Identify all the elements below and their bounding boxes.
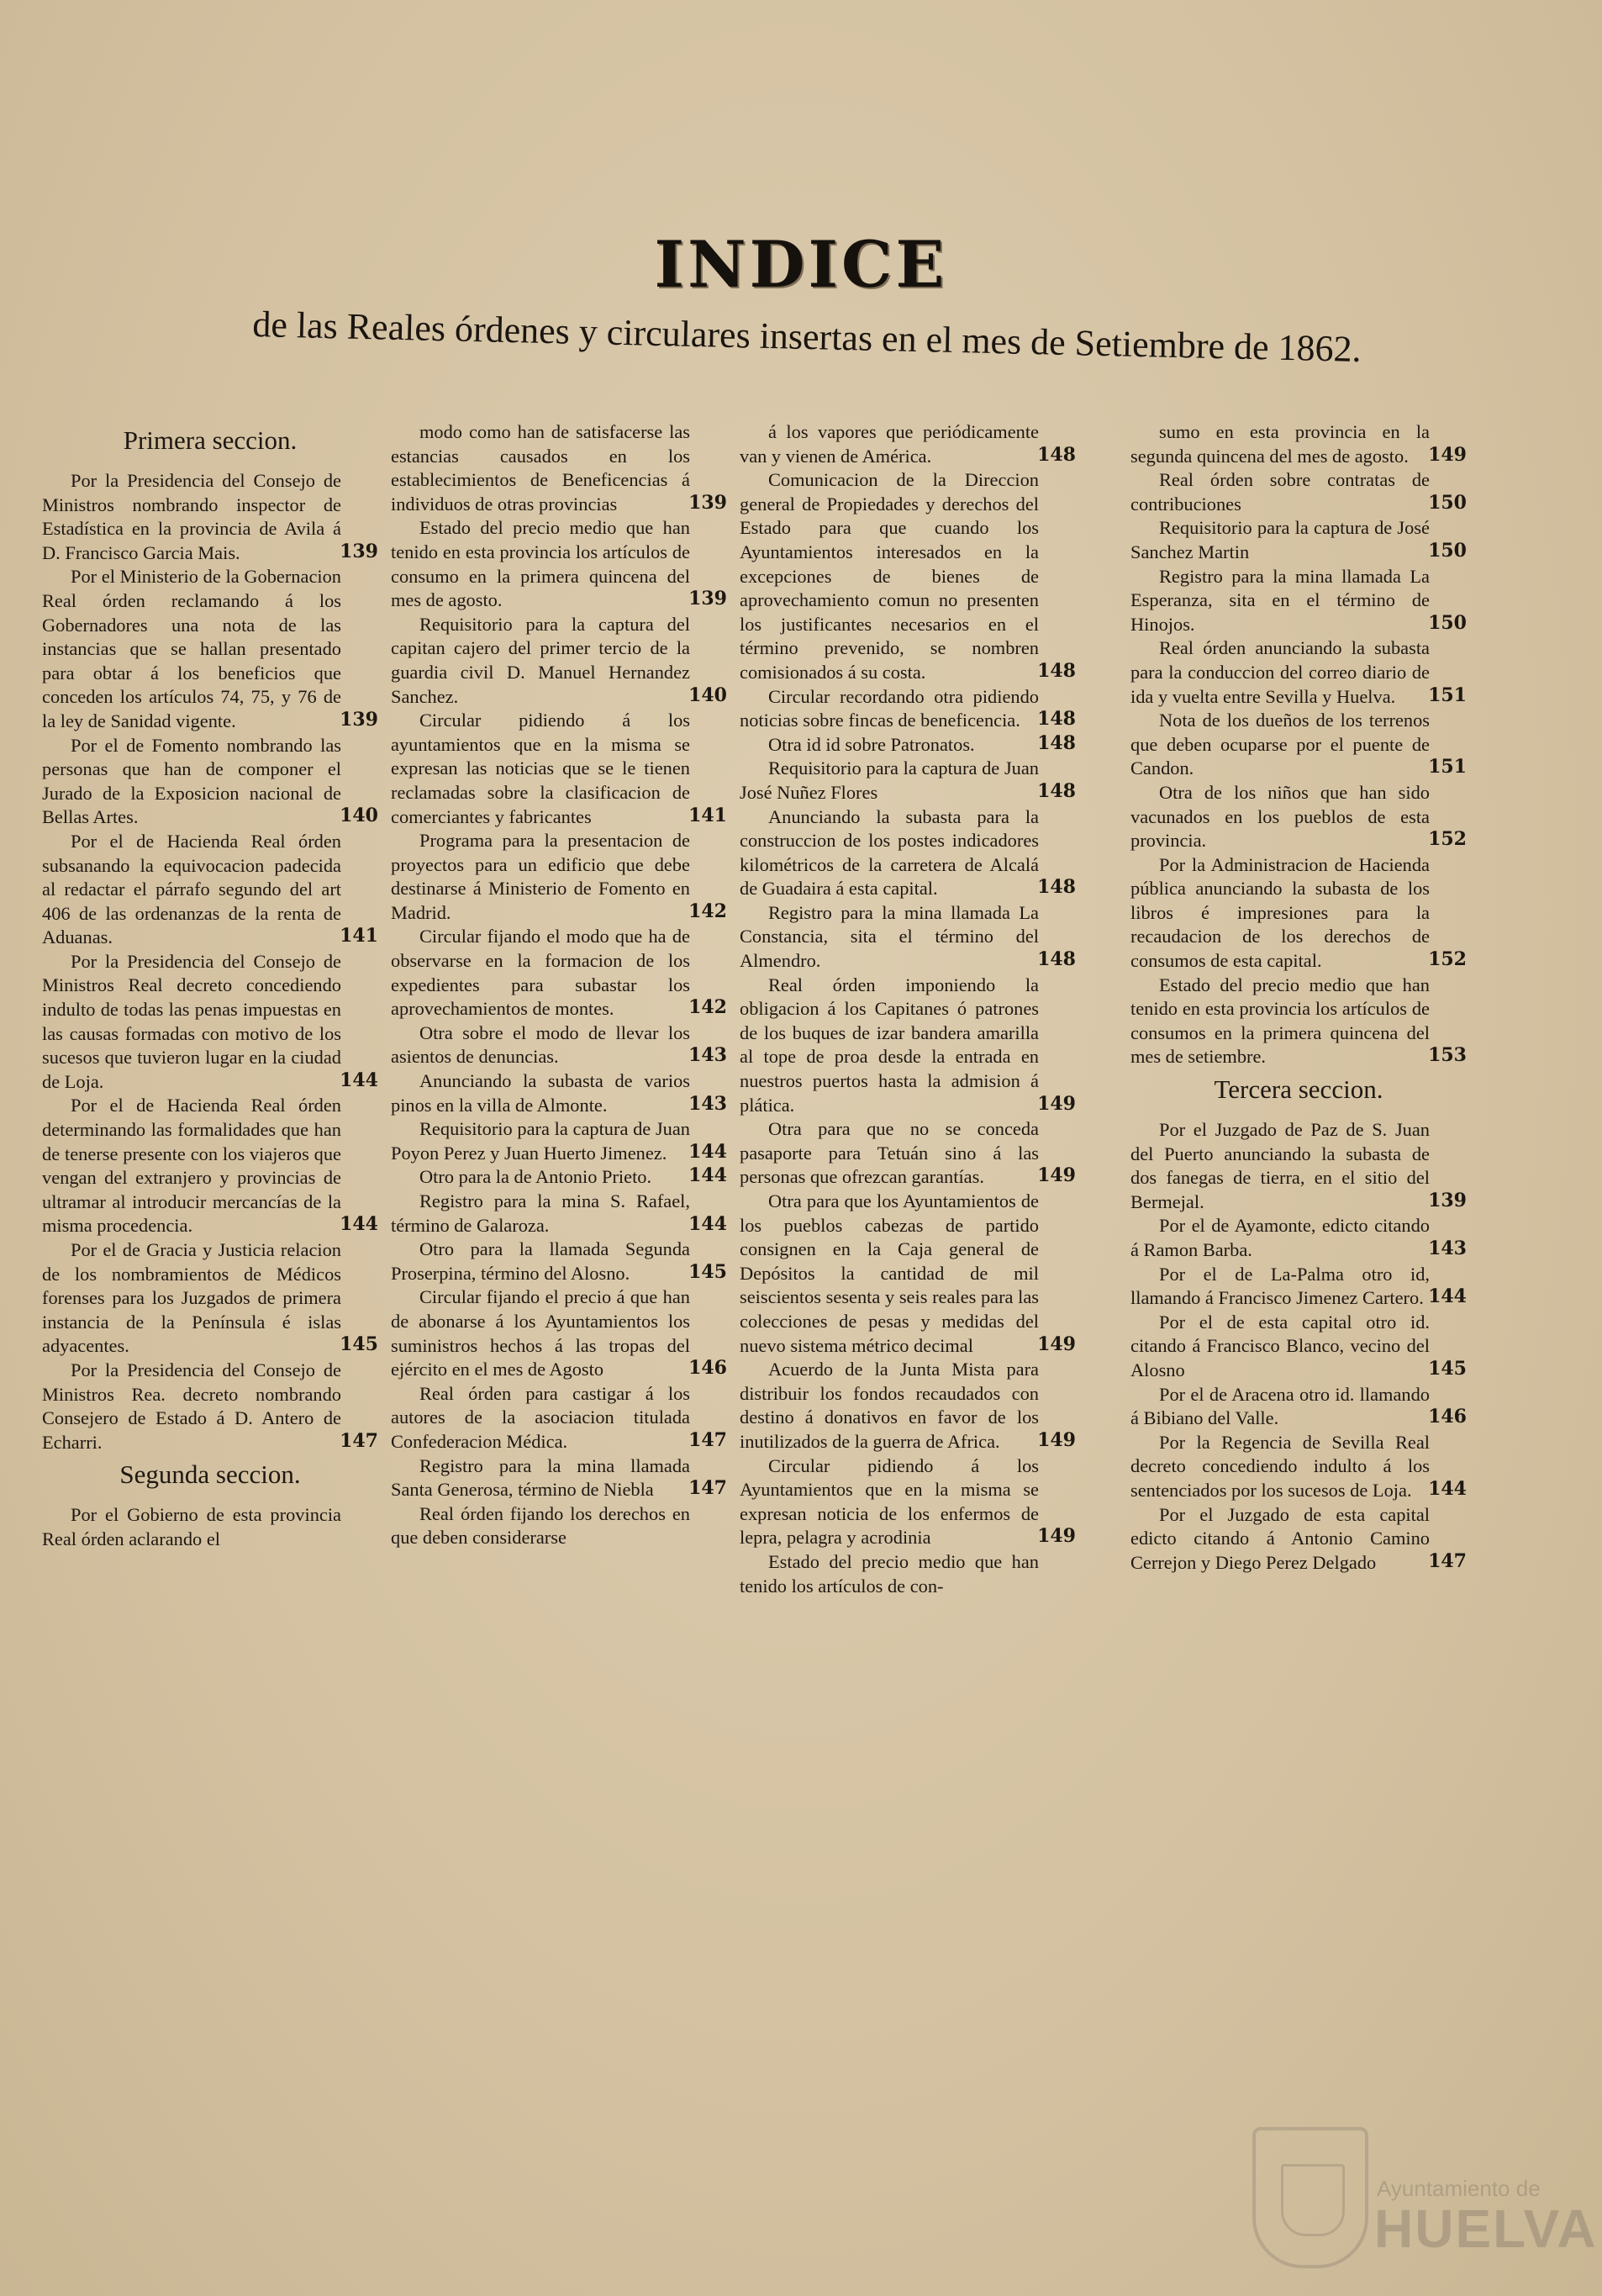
entry-page-number: 148 xyxy=(1037,876,1076,899)
entry-text: Circular fijando el precio á que han de abonarse á los Ayuntamientos los suministros hechos á las tropas del ejército en el mes de Agosto xyxy=(391,1286,690,1380)
entry-text: Por la Presidencia del Consejo de Ministros Real decreto concediendo indulto de todas las penas impuestas en las causas formadas con motivo de los sucesos que tuvieron lugar en la ciudad de Loja. xyxy=(42,950,341,1092)
entry-text: Por el Ministerio de la Gobernacion Real órden reclamando á los Gobernadores una nota de las instancias que se hallan presentado para obtar á los beneficios que conceden los artículos 74, 75, y 76 de la ley de Sanidad vigente. xyxy=(42,566,341,731)
index-entry xyxy=(740,974,1076,1118)
index-entry xyxy=(391,1021,727,1069)
index-entry xyxy=(391,829,727,925)
index-entry xyxy=(740,805,1076,901)
entry-page-number: 150 xyxy=(1428,491,1467,514)
column-2 xyxy=(391,420,727,1550)
entry-page-number: 149 xyxy=(1037,1333,1076,1355)
index-entry xyxy=(740,1550,1076,1598)
entry-text: Circular pidiendo á los Ayuntamientos que en la misma se expresan noticia de los enfermos de lepra, pelagra y acrodinia xyxy=(740,1454,1039,1549)
entry-page-number: 150 xyxy=(1428,611,1467,634)
entry-page-number: 139 xyxy=(1428,1189,1467,1211)
entry-text: Otra sobre el modo de llevar los asientos de denuncias. xyxy=(391,1021,690,1068)
index-entry xyxy=(1130,420,1467,468)
entry-page-number: 142 xyxy=(688,996,727,1019)
column-3 xyxy=(740,420,1076,1598)
entry-text: sumo en esta provincia en la segunda quincena del mes de agosto. xyxy=(1130,421,1430,467)
index-entry xyxy=(1130,565,1467,637)
entry-page-number: 149 xyxy=(1037,1525,1076,1548)
entry-text: Por el de Gracia y Justicia relacion de los nombramientos de Médicos forenses para los Juzgados de primera instancia de la Península é islas adyacentes. xyxy=(42,1239,341,1357)
entry-text: Acuerdo de la Junta Mista para distribuir los fondos recaudados con destino á donativos en favor de los inutilizados de la guerra de Africa. xyxy=(740,1359,1039,1452)
entry-text: Real órden anunciando la subasta para la conduccion del correo diario de ida y vuelta entre Sevilla y Huelva. xyxy=(1130,637,1430,707)
entry-page-number: 144 xyxy=(688,1140,727,1163)
entry-page-number: 146 xyxy=(1428,1406,1467,1428)
entry-page-number: 144 xyxy=(1428,1477,1467,1500)
index-entry xyxy=(740,1358,1076,1454)
entry-page-number: 149 xyxy=(1037,1164,1076,1187)
index-entry xyxy=(42,469,378,565)
entry-text: Por el de Ayamonte, edicto citando á Ramon Barba. xyxy=(1130,1215,1430,1260)
entry-text: Registro para la mina llamada La Constancia, sita el término del Almendro. xyxy=(740,901,1039,972)
entry-text: Por el Juzgado de esta capital edicto citando á Antonio Camino Cerrejon y Diego Perez Delgado xyxy=(1130,1503,1430,1573)
entry-page-number: 144 xyxy=(688,1164,727,1187)
index-entry xyxy=(1130,1263,1467,1311)
index-entry xyxy=(391,1285,727,1381)
entry-text: Requisitorio para la captura de Juan Poyon Perez y Juan Huerto Jimenez. xyxy=(391,1118,690,1164)
entry-page-number: 149 xyxy=(1037,1428,1076,1451)
watermark-line1: Ayuntamiento de xyxy=(1377,2176,1541,2201)
entry-text: Por la Presidencia del Consejo de Ministros nombrando inspector de Estadística en la provincia de Avila á D. Francisco Garcia Mais. xyxy=(42,470,341,563)
entry-text: á los vapores que periódicamente van y vienen de América. xyxy=(740,421,1039,467)
entry-page-number: 152 xyxy=(1428,948,1467,971)
entry-text: Requisitorio para la captura de Juan José Nuñez Flores xyxy=(740,757,1039,803)
entry-page-number: 143 xyxy=(1428,1238,1467,1259)
entry-text: Otra id id sobre Patronatos. xyxy=(768,733,975,755)
index-entry xyxy=(740,733,1076,757)
index-entry xyxy=(740,685,1076,733)
index-entry xyxy=(1130,516,1467,564)
entry-page-number: 139 xyxy=(340,708,378,731)
entry-page-number: 147 xyxy=(688,1428,727,1451)
entry-text: modo como han de satisfacerse las estancias causados en los establecimientos de Beneficencias á individuos de otras provincias xyxy=(391,421,690,515)
entry-text: Circular pidiendo á los ayuntamientos que en la misma se expresan las noticias que se le tienen reclamadas sobre la clasificacion de comerciantes y fabricantes xyxy=(391,710,690,827)
index-entry xyxy=(740,1190,1076,1358)
entry-page-number: 152 xyxy=(1428,828,1467,851)
huelva-crest-icon xyxy=(1252,2127,1368,2268)
entry-page-number: 144 xyxy=(1428,1285,1467,1308)
entry-text: Estado del precio medio que han tenido los artículos de con- xyxy=(740,1550,1039,1597)
entry-page-number: 148 xyxy=(1037,948,1076,971)
entry-page-number: 143 xyxy=(688,1044,727,1067)
entry-page-number: 140 xyxy=(340,805,378,827)
index-entry xyxy=(740,468,1076,684)
index-entry xyxy=(1130,636,1467,709)
entry-page-number: 145 xyxy=(1428,1357,1467,1380)
index-entry xyxy=(42,1094,378,1238)
entry-text: Por el de esta capital otro id. citando á Francisco Blanco, vecino del Alosno xyxy=(1130,1311,1430,1380)
index-entry xyxy=(1130,1503,1467,1576)
entry-text: Real órden fijando los derechos en que deben considerarse xyxy=(391,1502,690,1549)
index-entry xyxy=(391,1190,727,1238)
index-entry xyxy=(391,516,727,612)
index-entry xyxy=(740,1454,1076,1550)
entry-page-number: 147 xyxy=(688,1477,727,1500)
entry-text: Otro para la llamada Segunda Proserpina, término del Alosno. xyxy=(391,1238,690,1284)
entry-page-number: 144 xyxy=(340,1213,378,1236)
entry-text: Registro para la mina llamada Santa Generosa, término de Niebla xyxy=(391,1454,690,1501)
entry-text: Anunciando la subasta para la construccion de los postes indicadores kilométricos de la carretera de Alcalá de Guadaira á esta capital. xyxy=(740,805,1039,900)
entry-text: Por el Gobierno de esta provincia Real órden aclarando el xyxy=(42,1504,341,1549)
index-entry xyxy=(42,565,378,733)
entry-text: Real órden imponiendo la obligacion á los Capitanes ó patrones de los buques de izar bandera amarilla al tope de proa desde la entrada en nuestros puertos hasta la admision á plática. xyxy=(740,974,1039,1116)
entry-page-number: 148 xyxy=(1037,779,1076,802)
index-entry xyxy=(391,1502,727,1550)
entry-page-number: 151 xyxy=(1428,756,1467,779)
entry-text: Por el de Aracena otro id. llamando á Bibiano del Valle. xyxy=(1130,1383,1430,1429)
entry-page-number: 149 xyxy=(1037,1092,1076,1115)
index-entry xyxy=(1130,1118,1467,1214)
entry-text: Comunicacion de la Direccion general de Propiedades y derechos del Estado para que cuando los Ayuntamientos interesados en la excepciones de bienes de aprovechamiento comun no presenten los justificantes necesarios en el término prevenido, se nombren comisionados á su costa. xyxy=(740,469,1039,683)
entry-text: Otro para la de Antonio Prieto. xyxy=(419,1166,652,1188)
watermark-line2: HUELVA xyxy=(1374,2198,1598,2259)
entry-page-number: 151 xyxy=(1428,684,1467,706)
index-entry xyxy=(1130,468,1467,516)
entry-text: Requisitorio para la captura del capitan cajero del primer tercio de la guardia civil D. Manuel Hernandez Sanchez. xyxy=(391,613,690,707)
entry-page-number: 143 xyxy=(688,1092,727,1115)
entry-text: Por la Regencia de Sevilla Real decreto concediendo indulto á los sentenciados por los sucesos de Loja. xyxy=(1130,1431,1430,1501)
section-heading: Primera seccion. xyxy=(123,425,298,455)
entry-page-number: 147 xyxy=(340,1429,378,1452)
entry-text: Real órden para castigar á los autores de la asociacion titulada Confederacion Médica. xyxy=(391,1382,690,1452)
index-entry xyxy=(42,1503,378,1551)
index-entry xyxy=(391,1069,727,1117)
section-heading: Tercera seccion. xyxy=(1214,1074,1383,1105)
entry-text: Nota de los dueños de los terrenos que deben ocuparse por el puente de Candon. xyxy=(1130,710,1430,779)
entry-page-number: 148 xyxy=(1037,708,1076,731)
entry-page-number: 140 xyxy=(688,684,727,706)
index-entry xyxy=(42,1359,378,1454)
index-entry xyxy=(1130,1431,1467,1503)
index-entry xyxy=(391,613,727,709)
index-entry xyxy=(1130,1214,1467,1262)
entry-page-number: 139 xyxy=(340,540,378,562)
index-entry xyxy=(42,950,378,1095)
index-entry xyxy=(391,1382,727,1454)
index-entry xyxy=(740,757,1076,805)
entry-page-number: 153 xyxy=(1428,1044,1467,1067)
index-title: INDICE xyxy=(654,227,948,302)
index-entry xyxy=(42,734,378,830)
entry-text: Por la Presidencia del Consejo de Ministros Rea. decreto nombrando Consejero de Estado á D. Antero de Echarri. xyxy=(42,1359,341,1453)
entry-text: Otra de los niños que han sido vacunados en los pueblos de esta provincia. xyxy=(1130,781,1430,852)
index-entry xyxy=(1130,853,1467,974)
entry-text: Otra para que no se conceda pasaporte para Tetuán sino á las personas que ofrezcan garantías. xyxy=(740,1118,1039,1188)
entry-text: Circular recordando otra pidiendo noticias sobre fincas de beneficencia. xyxy=(740,685,1039,731)
index-entry xyxy=(391,709,727,829)
entry-page-number: 145 xyxy=(340,1333,378,1356)
column-1 xyxy=(42,420,378,1552)
entry-text: Requisitorio para la captura de José Sanchez Martin xyxy=(1130,517,1430,562)
index-entry xyxy=(391,1238,727,1285)
entry-text: Por la Administracion de Hacienda pública anunciando la subasta de los libros é impresiones para la recaudacion de los derechos de consumos de esta capital. xyxy=(1130,853,1430,972)
entry-text: Por el de Hacienda Real órden subsanando la equivocacion padecida al redactar el párrafo segundo del art 406 de las ordenanzas de la renta de Aduanas. xyxy=(42,830,341,948)
entry-text: Estado del precio medio que han tenido en esta provincia los artículos de consumos en la primera quincena del mes de setiembre. xyxy=(1130,974,1430,1068)
index-entry xyxy=(740,901,1076,974)
index-entry xyxy=(740,420,1076,468)
entry-page-number: 146 xyxy=(688,1357,727,1380)
entry-text: Registro para la mina llamada La Esperanza, sita en el término de Hinojos. xyxy=(1130,565,1430,635)
entry-text: Por el de Hacienda Real órden determinando las formalidades que han de tenerse presente con los viajeros que vengan del extranjero y provincias de ultramar al introducir mercancías de la misma procedencia. xyxy=(42,1095,341,1237)
index-entry xyxy=(391,1165,727,1190)
index-entry xyxy=(391,925,727,1021)
column-4 xyxy=(1130,420,1467,1575)
entry-text: Anunciando la subasta de varios pinos en la villa de Almonte. xyxy=(391,1070,690,1116)
entry-page-number: 141 xyxy=(340,925,378,947)
entry-page-number: 139 xyxy=(688,491,727,514)
entry-page-number: 148 xyxy=(1037,659,1076,682)
index-entry xyxy=(391,1117,727,1165)
entry-text: Por el de La-Palma otro id, llamando á Francisco Jimenez Cartero. xyxy=(1130,1263,1430,1309)
entry-page-number: 142 xyxy=(688,900,727,922)
index-entry xyxy=(1130,1383,1467,1431)
index-subtitle: de las Reales órdenes y circulares insertas en el mes de Setiembre de 1862. xyxy=(251,303,1362,370)
index-entry xyxy=(391,420,727,516)
entry-page-number: 139 xyxy=(688,588,727,610)
index-entry xyxy=(1130,709,1467,781)
entry-text: Real órden sobre contratas de contribuciones xyxy=(1130,469,1430,515)
index-entry xyxy=(42,1238,378,1359)
entry-text: Por el Juzgado de Paz de S. Juan del Puerto anunciando la subasta de dos fanegas de tierra, en el sitio del Bermejal. xyxy=(1130,1119,1430,1212)
entry-page-number: 148 xyxy=(1037,443,1076,466)
entry-page-number: 150 xyxy=(1428,539,1467,562)
index-entry xyxy=(1130,781,1467,853)
index-entry xyxy=(391,1454,727,1502)
archive-watermark xyxy=(1252,2127,1598,2270)
entry-text: Registro para la mina S. Rafael, término de Galaroza. xyxy=(391,1190,690,1236)
index-entry xyxy=(1130,1311,1467,1383)
entry-text: Otra para que los Ayuntamientos de los pueblos cabezas de partido consignen en la Caja general de Depósitos la cantidad de mil seiscientos sesenta y seis reales para las colecciones de pesas y medidas del nuevo sistema métrico decimal xyxy=(740,1190,1039,1356)
index-entry xyxy=(1130,974,1467,1069)
entry-text: Por el de Fomento nombrando las personas que han de componer el Jurado de la Exposicion nacional de Bellas Artes. xyxy=(42,734,341,828)
entry-text: Circular fijando el modo que ha de observarse en la formacion de los expedientes para subastar los aprovechamientos de montes. xyxy=(391,926,690,1020)
entry-page-number: 148 xyxy=(1037,731,1076,754)
entry-page-number: 144 xyxy=(688,1212,727,1235)
section-heading: Segunda seccion. xyxy=(119,1459,301,1490)
index-entry xyxy=(740,1117,1076,1190)
entry-page-number: 145 xyxy=(688,1260,727,1283)
entry-page-number: 144 xyxy=(340,1069,378,1091)
entry-text: Programa para la presentacion de proyectos para un edificio que debe destinarse á Ministerio de Fomento en Madrid. xyxy=(391,830,690,923)
entry-text: Estado del precio medio que han tenido en esta provincia los artículos de consumo en la primera quincena del mes de agosto. xyxy=(391,517,690,611)
entry-page-number: 141 xyxy=(688,804,727,826)
entry-page-number: 147 xyxy=(1428,1549,1467,1572)
entry-page-number: 149 xyxy=(1428,443,1467,466)
index-entry xyxy=(42,830,378,950)
